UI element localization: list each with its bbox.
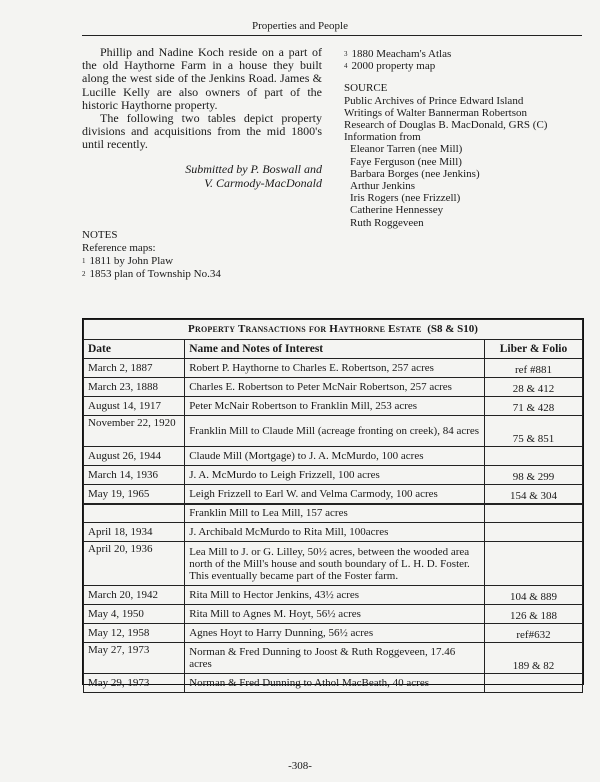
cell-name: Robert P. Haythorne to Charles E. Robertson, 257 acres (185, 359, 485, 378)
cell-name: J. A. McMurdo to Leigh Frizzell, 100 acres (185, 466, 485, 485)
table-row (84, 674, 583, 693)
cell-liber-folio: ref#632 (484, 624, 582, 643)
informant: Arthur Jenkins (350, 180, 416, 193)
property-transactions-table (82, 318, 584, 689)
paragraph-koch: Phillip and Nadine Koch reside on a part of the old Haythorne Farm in a house they built along the west side of the Jenkins Road. James & Lucille Kelly are also owners of part of the historic Haythorne property. (82, 45, 322, 112)
cell-liber-folio: 28 & 412 (484, 378, 582, 397)
left-column (82, 46, 322, 190)
cell-name: Rita Mill to Hector Jenkins, 43½ acres (185, 586, 485, 605)
ref-text: 2000 property map (351, 60, 436, 73)
table-title-tail: (S8 & S10) (427, 323, 478, 335)
cell-date: May 29, 1973 (84, 674, 185, 693)
ref-number: 4 (344, 62, 348, 71)
note-number: 2 (82, 270, 86, 278)
cell-liber-folio (484, 542, 582, 586)
informant: Eleanor Tarren (nee Mill) (350, 143, 463, 156)
cell-liber-folio: 104 & 889 (484, 586, 582, 605)
ref-text: 1880 Meacham's Atlas (351, 48, 452, 60)
running-head: Properties and People (252, 20, 348, 32)
cell-date: May 19, 1965 (84, 485, 185, 504)
source-line: Research of Douglas B. MacDonald, GRS (C) (344, 119, 548, 132)
paragraph-tables-intro: The following two tables depict property divisions and acquisitions from the mid 1800's until recently. (82, 111, 322, 152)
ref-number: 3 (344, 50, 348, 58)
table-row (84, 624, 583, 643)
source-line: Writings of Walter Bannerman Robertson (344, 106, 527, 119)
table-header-row (84, 340, 583, 359)
cell-liber-folio: 75 & 851 (484, 416, 582, 447)
cell-date: November 22, 1920 (84, 416, 185, 447)
informant: Ruth Roggeveen (350, 216, 424, 229)
cell-name: Franklin Mill to Lea Mill, 157 acres (185, 504, 485, 523)
note-number: 1 (82, 257, 86, 265)
table-row (84, 397, 583, 416)
cell-date: August 14, 1917 (84, 397, 185, 416)
table-row (84, 586, 583, 605)
note-text: 1853 plan of Township No.34 (89, 268, 221, 280)
byline (82, 162, 322, 190)
notes-subheading: Reference maps: (82, 242, 156, 254)
cell-date: August 26, 1944 (84, 447, 185, 466)
ref-item (344, 48, 580, 60)
informant: Barbara Borges (nee Jenkins) (350, 167, 480, 180)
cell-name: Leigh Frizzell to Earl W. and Velma Carmody, 100 acres (185, 485, 485, 504)
header-date: Date (84, 340, 185, 359)
cell-date: March 23, 1888 (84, 378, 185, 397)
source-line: Information from (344, 131, 421, 144)
cell-date: May 12, 1958 (84, 624, 185, 643)
table-row (84, 504, 583, 523)
cell-name: Agnes Hoyt to Harry Dunning, 56½ acres (185, 624, 485, 643)
cell-liber-folio: 189 & 82 (484, 643, 582, 674)
cell-name: Claude Mill (Mortgage) to J. A. McMurdo, 100 acres (185, 447, 485, 466)
cell-name: J. Archibald McMurdo to Rita Mill, 100acres (185, 523, 485, 542)
cell-liber-folio (484, 674, 582, 693)
cell-name: Norman & Fred Dunning to Joost & Ruth Roggeveen, 17.46 acres (185, 643, 485, 674)
header-liber-folio: Liber & Folio (484, 340, 582, 359)
cell-liber-folio: 154 & 304 (484, 485, 582, 504)
table-row (84, 416, 583, 447)
table-title-row (84, 320, 583, 340)
right-column (344, 48, 580, 229)
notes-section (82, 229, 322, 281)
table-title-main: Property Transactions for Haythorne Estate (188, 323, 422, 335)
cell-date: March 2, 1887 (84, 359, 185, 378)
cell-name: Norman & Fred Dunning to Athol MacBeath, 40 acres (185, 674, 485, 693)
cell-name: Peter McNair Robertson to Franklin Mill, 253 acres (185, 397, 485, 416)
informant: Iris Rogers (nee Frizzell) (350, 192, 461, 205)
informant: Catherine Hennessey (350, 204, 444, 217)
cell-date (84, 504, 185, 523)
cell-name: Charles E. Robertson to Peter McNair Robertson, 257 acres (185, 378, 485, 397)
cell-name: Franklin Mill to Claude Mill (acreage fronting on creek), 84 acres (185, 416, 485, 447)
cell-date: March 14, 1936 (84, 466, 185, 485)
source-line: Public Archives of Prince Edward Island (344, 94, 524, 107)
cell-name: Lea Mill to J. or G. Lilley, 50½ acres, between the wooded area north of the Mill's house and south boundary of L. H. D. Foster. This eventually became part of the Foster farm. (185, 542, 485, 586)
cell-date: April 18, 1934 (84, 523, 185, 542)
table-row (84, 378, 583, 397)
page-number: -308- (288, 760, 312, 772)
cell-liber-folio (484, 447, 582, 466)
cell-date: May 27, 1973 (84, 643, 185, 674)
cell-liber-folio: ref #881 (484, 359, 582, 378)
cell-name: Rita Mill to Agnes M. Hoyt, 56½ acres (185, 605, 485, 624)
table-row (84, 466, 583, 485)
cell-liber-folio: 126 & 188 (484, 605, 582, 624)
notes-heading: NOTES (82, 229, 118, 241)
table-row (84, 643, 583, 674)
cell-date: March 20, 1942 (84, 586, 185, 605)
header-rule (82, 35, 582, 36)
cell-liber-folio: 71 & 428 (484, 397, 582, 416)
table-title (84, 320, 583, 340)
cell-liber-folio (484, 523, 582, 542)
cell-date: April 20, 1936 (84, 542, 185, 586)
source-heading: SOURCE (344, 82, 388, 95)
byline-line-2: V. Carmody-MacDonald (204, 175, 322, 190)
note-text: 1811 by John Plaw (89, 255, 174, 267)
cell-liber-folio: 98 & 299 (484, 466, 582, 485)
table-row (84, 447, 583, 466)
table-row (84, 542, 583, 586)
table-row (84, 359, 583, 378)
note-item (82, 255, 322, 268)
informant: Faye Ferguson (nee Mill) (350, 155, 462, 168)
byline-line-1: Submitted by P. Boswall and (185, 161, 322, 176)
cell-date: May 4, 1950 (84, 605, 185, 624)
cell-liber-folio (484, 504, 582, 523)
table-row (84, 523, 583, 542)
table-row (84, 485, 583, 504)
note-item (82, 268, 322, 281)
header-name: Name and Notes of Interest (185, 340, 485, 359)
ref-item (344, 60, 580, 72)
table-row (84, 605, 583, 624)
